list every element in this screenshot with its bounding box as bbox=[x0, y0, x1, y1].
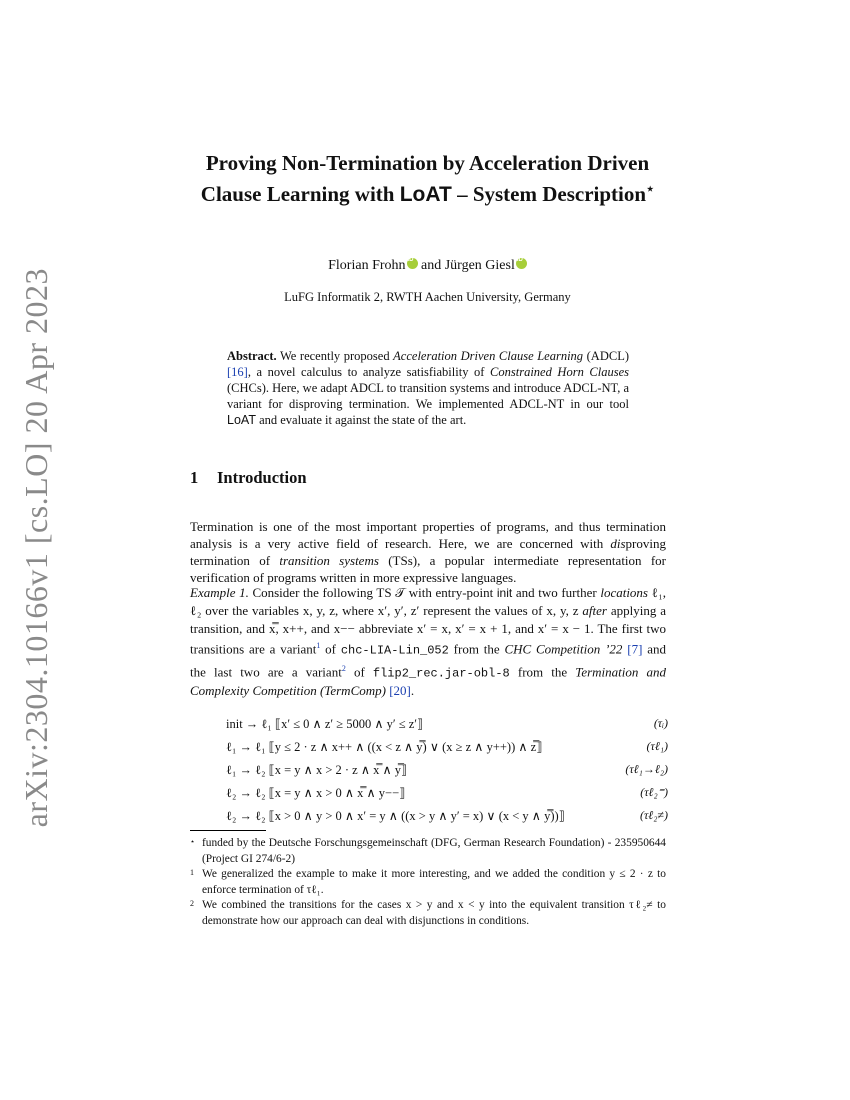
footnote-ref-1[interactable]: 1 bbox=[316, 640, 321, 650]
rule-formula: init → ℓ₁ ⟦x′ ≤ 0 ∧ z′ ≥ 5000 ∧ y′ ≤ z′⟧ bbox=[226, 716, 424, 731]
section-heading bbox=[190, 468, 307, 488]
section-number: 1 bbox=[190, 468, 199, 487]
transition-rules bbox=[226, 712, 668, 827]
orcid-icon[interactable] bbox=[407, 258, 418, 269]
section-title: Introduction bbox=[217, 468, 307, 487]
citation-link[interactable]: [7] bbox=[627, 641, 643, 657]
transition-rule bbox=[226, 781, 668, 804]
transition-rule bbox=[226, 735, 668, 758]
rule-label: (τᵢ) bbox=[653, 716, 668, 730]
abstract-text: , a novel calculus to analyze satisfiability of bbox=[247, 365, 491, 379]
footnote bbox=[190, 898, 666, 929]
footnote-text: We combined the transitions for the cases x > y and x < y into the equivalent transition τℓ₂≠ to demonstrate how our approach can deal with disjunctions in conditions. bbox=[202, 899, 666, 927]
title-block bbox=[190, 150, 665, 208]
rule-formula: ℓ₂ → ℓ₂ ⟦x > 0 ∧ y > 0 ∧ x′ = y ∧ ((x > y ∧ y′ = x) ∨ (x < y ∧ y̿))⟧ bbox=[226, 808, 565, 823]
footnote-mark: 2 bbox=[190, 899, 194, 908]
abstract-chc-term: Constrained Horn Clauses bbox=[490, 365, 629, 379]
abstract-label: Abstract. bbox=[227, 349, 277, 363]
rule-label: (τℓ₂≠) bbox=[639, 808, 668, 822]
example-emph-locations: locations bbox=[600, 585, 648, 600]
example-text: and two further bbox=[512, 585, 601, 600]
intro-emph-dis: dis bbox=[610, 536, 626, 551]
rule-formula: ℓ₂ → ℓ₂ ⟦x = y ∧ x > 0 ∧ x̿ ∧ y−−⟧ bbox=[226, 785, 406, 800]
footnote bbox=[190, 836, 666, 867]
transition-rule bbox=[226, 758, 668, 781]
paper-title bbox=[190, 150, 665, 208]
example-text: of bbox=[345, 663, 373, 679]
title-tool-name: LoAT bbox=[399, 183, 452, 206]
rule-label: (τℓ₁→ℓ₂) bbox=[625, 762, 668, 776]
abstract-adcl-term: Acceleration Driven Clause Learning bbox=[393, 349, 584, 363]
intro-paragraph bbox=[190, 518, 666, 586]
title-part2: – System Description bbox=[451, 182, 647, 206]
init-keyword: init bbox=[496, 586, 513, 600]
footnotes bbox=[190, 836, 666, 929]
rule-formula: ℓ₁ → ℓ₁ ⟦y ≤ 2 · z ∧ x++ ∧ ((x < z ∧ y̿) ∨ (x ≥ z ∧ y++)) ∧ z̿⟧ bbox=[226, 739, 543, 754]
example-text: Consider the following TS 𝒯 with entry-point bbox=[248, 585, 497, 600]
abstract bbox=[227, 348, 629, 428]
footnote-divider bbox=[190, 830, 266, 831]
citation-link[interactable]: [20] bbox=[389, 683, 411, 699]
transition-rule bbox=[226, 712, 668, 735]
example-emph-chc-comp: CHC Competition ’22 bbox=[504, 641, 623, 657]
example-emph-after: after bbox=[582, 603, 607, 619]
intro-emph-ts: transition systems bbox=[279, 553, 379, 568]
footnote-ref-2[interactable]: 2 bbox=[341, 663, 346, 673]
affiliation: LuFG Informatik 2, RWTH Aachen University, Germany bbox=[284, 290, 571, 304]
rule-formula: ℓ₁ → ℓ₂ ⟦x = y ∧ x > 2 · z ∧ x̿ ∧ y̿⟧ bbox=[226, 762, 408, 777]
example-text: of bbox=[320, 641, 341, 657]
abstract-text: (CHCs). Here, we adapt ADCL to transition systems and introduce ADCL-NT, a variant for disproving termination. We implemented ADCL-NT in our tool bbox=[227, 381, 630, 411]
authors bbox=[190, 258, 665, 274]
example-text: applying a transition, and x̿, x++, and x−− abbreviate x′ = x, x′ = x + 1, and x′ = x − 1. The first two transitions are a variant bbox=[190, 603, 666, 657]
footnote-mark: ⋆ bbox=[190, 837, 196, 846]
footnote-text: funded by the Deutsche Forschungsgemeinschaft (DFG, German Research Foundation) - 235950644 (Project GI 274/6-2) bbox=[202, 837, 666, 865]
example-label: Example 1. bbox=[190, 585, 249, 600]
intro-text: proving termination of bbox=[190, 536, 666, 568]
title-part1: Proving Non-Termination by Acceleration Driven Clause Learning with bbox=[200, 151, 650, 206]
author-separator: and bbox=[417, 258, 445, 273]
example-paragraph bbox=[190, 584, 666, 699]
citation-link[interactable]: [16] bbox=[227, 365, 248, 379]
abstract-text: (ADCL) bbox=[583, 349, 629, 363]
benchmark-name: flip2_rec.jar-obl-8 bbox=[372, 665, 510, 680]
intro-text: (TSs), a popular intermediate representation for verification of programs written in more expressive languages. bbox=[190, 553, 666, 585]
benchmark-name: chc-LIA-Lin_052 bbox=[340, 643, 449, 658]
example-text: from the bbox=[448, 641, 505, 657]
footnote-mark: 1 bbox=[190, 868, 194, 877]
arxiv-identifier: arXiv:2304.10166v1 [cs.LO] 20 Apr 2023 bbox=[18, 268, 54, 828]
author-frohn: Florian Frohn bbox=[328, 258, 406, 273]
example-text: and the last two are a variant bbox=[190, 641, 666, 679]
example-text: . bbox=[410, 683, 415, 699]
rule-label: (τℓ₂⁼) bbox=[640, 785, 668, 799]
author-giesl: Jürgen Giesl bbox=[444, 258, 515, 273]
title-star-footnote-mark: ⋆ bbox=[646, 181, 655, 196]
intro-text: Termination is one of the most important properties of programs, and thus termination analysis is a very active field of research. Here, we are concerned with bbox=[190, 519, 666, 551]
example-text: from the bbox=[509, 663, 576, 679]
rule-label: (τℓ₁) bbox=[646, 739, 668, 753]
abstract-tool-name: LoAT bbox=[227, 413, 256, 427]
transition-rule bbox=[226, 804, 668, 827]
footnote-text: We generalized the example to make it more interesting, and we added the condition y ≤ 2 · z to enforce termination of τℓ₁. bbox=[202, 868, 666, 896]
example-text: ℓ₁, ℓ₂ over the variables x, y, z, where x′, y′, z′ represent the values of x, y, z bbox=[190, 585, 666, 619]
abstract-text: and evaluate it against the state of the art. bbox=[255, 413, 467, 427]
footnote bbox=[190, 867, 666, 898]
example-emph-termcomp: Termination and Complexity Competition (TermComp) bbox=[190, 663, 666, 699]
orcid-icon[interactable] bbox=[516, 258, 527, 269]
abstract-text: We recently proposed bbox=[276, 349, 394, 363]
